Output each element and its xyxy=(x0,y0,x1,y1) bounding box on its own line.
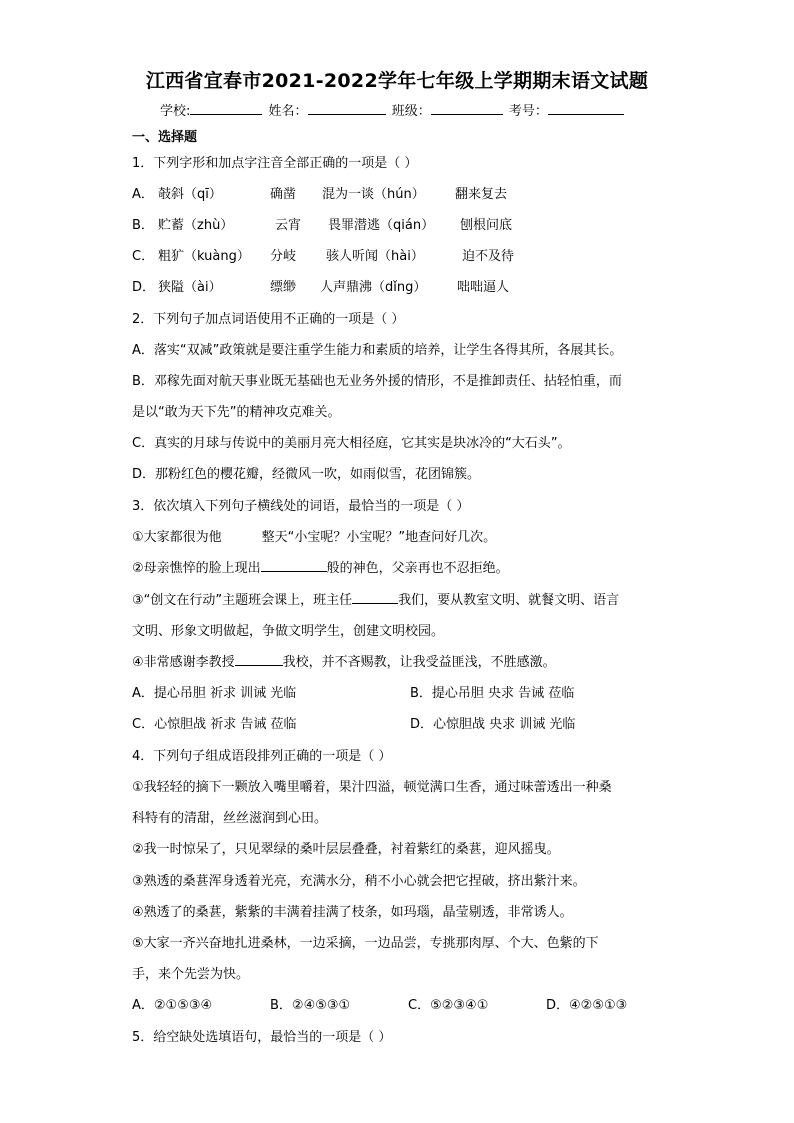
q3-sentence-3-part-b: 我们，要从教室文明、就餐文明、语言 xyxy=(398,593,620,608)
q3-blank-2[interactable] xyxy=(261,559,327,572)
q3-option-a: A．提心吊胆 祈求 训诫 光临 xyxy=(132,686,297,701)
q1-option-c-item: 分岐 xyxy=(270,249,297,264)
q1-option-c-label: C． xyxy=(132,249,155,264)
q4-sentence-line: ⑤大家一齐兴奋地扎进桑林，一边采摘，一边品尝，专挑那肉厚、个大、色紫的下 xyxy=(132,936,599,951)
q1-option-c-item: 骇人听闻（hài） xyxy=(326,249,424,264)
q3-sentence-2 xyxy=(132,557,509,576)
q2-option-line: 是以“敢为天下先”的精神攻克难关。 xyxy=(132,405,341,420)
q4-sentence-line: ④熟透了的桑葚，紫紫的丰满着挂满了枝条，如玛瑙，晶莹剔透，非常诱人。 xyxy=(132,905,573,920)
q3-sentence-2-part-b: 般的神色，父亲再也不忍拒绝。 xyxy=(326,561,509,576)
q3-option-d: D．心惊胆战 央求 训诫 光临 xyxy=(410,717,576,732)
question-5-stem: 5．给空缺处选填语句，最恰当的一项是（ ） xyxy=(132,1030,392,1045)
q3-blank-3[interactable] xyxy=(352,591,398,604)
student-info-line xyxy=(160,100,660,119)
q4-sentence-line: 手，来个先尝为快。 xyxy=(132,967,250,982)
school-label: 学校: xyxy=(160,104,191,119)
q4-sentence-line: ③熟透的桑葚浑身透着光亮，充满水分，稍不小心就会把它捏破，挤出紫汁来。 xyxy=(132,874,586,889)
q1-option-a-item: 确凿 xyxy=(270,187,297,202)
q3-sentence-4 xyxy=(132,651,556,670)
q4-sentence-line: ①我轻轻的摘下一颗放入嘴里嚼着，果汁四溢，顿觉满口生香，通过味蕾透出一种桑 xyxy=(132,780,612,795)
q3-sentence-3-part-a: ③“创文在行动”主题班会课上，班主任 xyxy=(132,593,353,608)
q1-option-d-label: D． xyxy=(132,280,156,295)
question-2-stem: 2．下列句子加点词语使用不正确的一项是（ ） xyxy=(132,312,405,327)
section-heading: 一、选择题 xyxy=(132,130,198,145)
exam-number-blank[interactable] xyxy=(548,102,624,115)
q1-option-b-item: 畏罪潜逃（qián） xyxy=(328,218,435,233)
q3-sentence-2-part-a: ②母亲憔悴的脸上现出 xyxy=(132,561,261,576)
page-title: 江西省宜春市2021-2022学年七年级上学期期末语文试题 xyxy=(145,70,649,92)
q1-option-c-item: 迫不及待 xyxy=(462,249,515,264)
q1-option-c-item: 粗犷（kuàng） xyxy=(158,249,250,264)
class-blank[interactable] xyxy=(431,102,503,115)
q1-option-d-item: 咄咄逼人 xyxy=(457,280,510,295)
q2-option-line: B．邓稼先面对航天事业既无基础也无业务外援的情形，不是推卸责任、拈轻怕重，而 xyxy=(132,374,622,389)
q4-option-c: C．⑤②③④① xyxy=(408,998,489,1013)
name-label: 姓名： xyxy=(268,104,308,119)
question-4-stem: 4．下列句子组成语段排列正确的一项是（ ） xyxy=(132,749,392,764)
q1-option-b-item: 刨根问底 xyxy=(460,218,513,233)
q3-blank-4[interactable] xyxy=(235,653,283,666)
question-1-stem: 1．下列字形和加点字注音全部正确的一项是（ ） xyxy=(132,156,418,171)
q3-option-b: B．提心吊胆 央求 告诫 莅临 xyxy=(410,686,575,701)
q1-option-a-item: 混为一谈（hún） xyxy=(322,187,425,202)
q3-sentence-3-cont: 文明、形象文明做起，争做文明学生，创建文明校园。 xyxy=(132,624,445,639)
q3-sentence-1 xyxy=(132,526,496,545)
q4-sentence-line: ②我一时惊呆了，只见翠绿的桑叶层层叠叠，衬着紫红的桑葚，迎风摇曳。 xyxy=(132,842,560,857)
q3-option-c: C．心惊胆战 祈求 告诫 莅临 xyxy=(132,717,297,732)
class-label: 班级： xyxy=(391,104,431,119)
name-blank[interactable] xyxy=(308,102,386,115)
q3-sentence-4-part-b: 我校，并不吝赐教，让我受益匪浅，不胜感激。 xyxy=(282,655,556,670)
q1-option-a-item: 翻来复去 xyxy=(455,187,508,202)
q4-option-b: B．②④⑤③① xyxy=(270,998,351,1013)
q1-option-b-item: 云宵 xyxy=(275,218,302,233)
q2-option-line: A．落实“双减”政策就是要注重学生能力和素质的培养，让学生各得其所，各展其长。 xyxy=(132,343,623,358)
q2-option-line: C．真实的月球与传说中的美丽月亮大相径庭，它其实是块冰冷的“大石头”。 xyxy=(132,436,571,451)
q1-option-a-label: A． xyxy=(132,187,154,202)
q2-option-line: D．那粉红色的樱花瓣，经微风一吹，如雨似雪，花团锦簇。 xyxy=(132,467,481,482)
q1-option-d-item: 狭隘（ài） xyxy=(158,280,222,295)
q3-sentence-4-part-a: ④非常感谢李教授 xyxy=(132,655,235,670)
q3-blank-1[interactable] xyxy=(222,529,262,541)
question-3-stem: 3．依次填入下列句子横线处的词语，最恰当的一项是（ ） xyxy=(132,499,470,514)
q3-sentence-3 xyxy=(132,589,619,608)
q1-option-b-item: 贮蓄（zhù） xyxy=(158,218,234,233)
q1-option-b-label: B． xyxy=(132,218,154,233)
q3-sentence-1-part-a: ①大家都很为他 xyxy=(132,530,222,545)
q4-option-a: A．②①⑤③④ xyxy=(132,998,213,1013)
q1-option-d-item: 缥缈 xyxy=(270,280,297,295)
q4-sentence-line: 科特有的清甜，丝丝滋润到心田。 xyxy=(132,811,328,826)
exam-number-label: 考号： xyxy=(508,104,548,119)
school-blank[interactable] xyxy=(190,102,262,115)
q1-option-a-item: 攲斜（qī） xyxy=(158,187,222,202)
q1-option-d-item: 人声鼎沸（dǐng） xyxy=(320,280,427,295)
q4-option-d: D．④②⑤①③ xyxy=(546,998,628,1013)
q3-sentence-1-part-b: 整天“小宝呢？小宝呢？”地查问好几次。 xyxy=(261,530,497,545)
